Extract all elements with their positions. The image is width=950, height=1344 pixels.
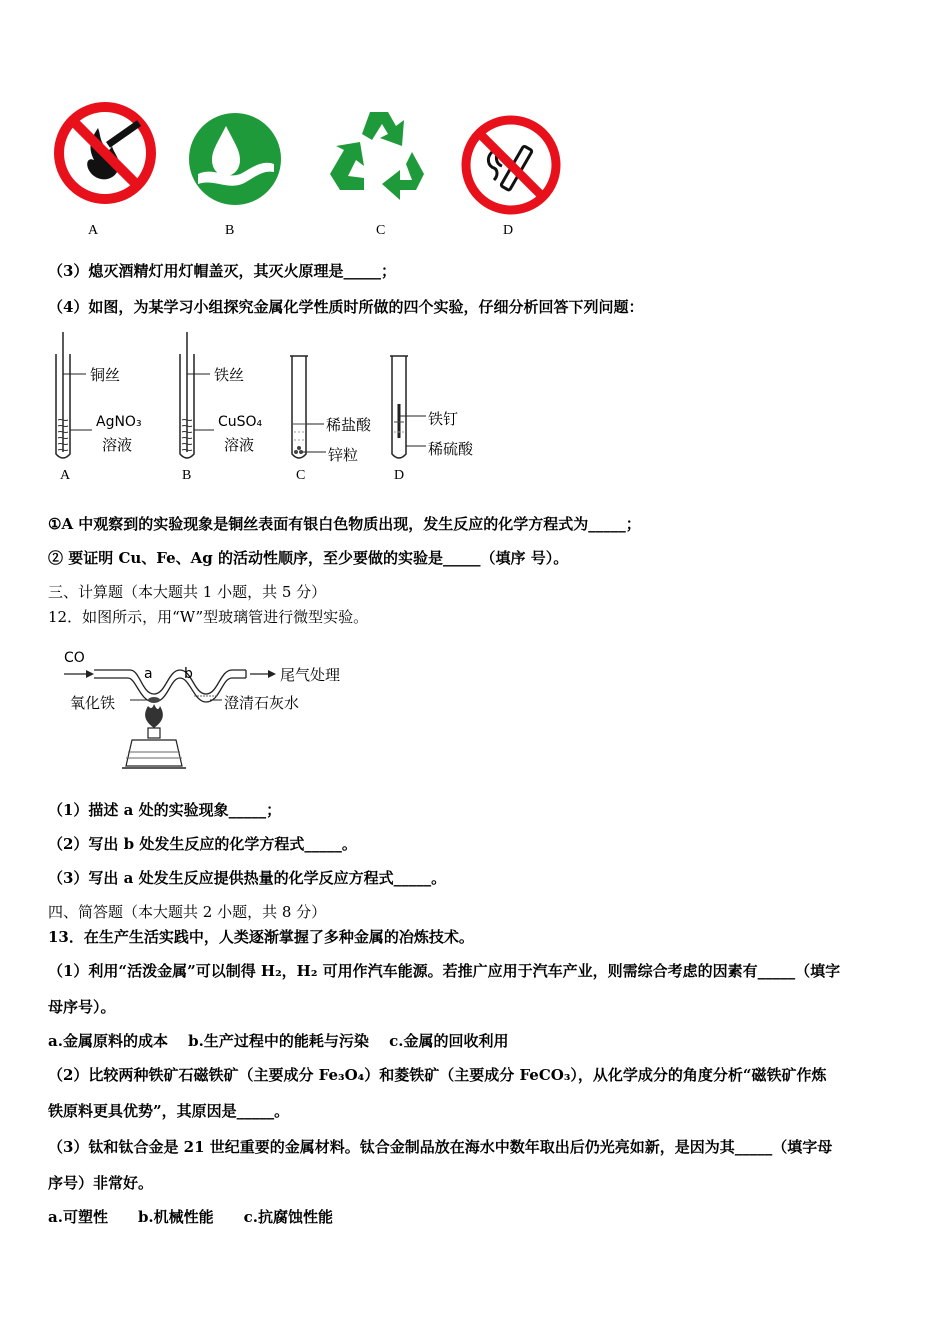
tube-d-bottom-label: 稀硫酸 [428, 440, 474, 458]
tube-label-c: C [296, 468, 306, 483]
tube-label-a: A [60, 468, 71, 483]
tube-b-top-label: 铁丝 [214, 366, 245, 384]
question-12-2-line: （2）写出 b 处发生反应的化学方程式_____。 [48, 835, 357, 853]
question-4-line: （4）如图，为某学习小组探究金属化学性质时所做的四个实验，仔细分析回答下列问题： [48, 298, 644, 316]
tube-b [180, 332, 214, 458]
question-13-3-line-b: 序号）非常好。 [48, 1174, 154, 1192]
water-drop-icon [188, 112, 282, 206]
tube-label-d: D [394, 468, 405, 483]
w-tube-diagram [62, 648, 362, 778]
no-smoking-icon [458, 112, 564, 218]
no-fire-sign [50, 98, 160, 208]
point-b-label: b [184, 666, 193, 682]
tube-c [290, 356, 326, 458]
question-13-1-options: a.金属原料的成本 b.生产过程中的能耗与污染 c.金属的回收利用 [48, 1032, 509, 1050]
sign-label-b: B [225, 223, 235, 238]
section-4-heading: 四、简答题（本大题共 2 小题，共 8 分） [48, 903, 327, 921]
test-tube-diagram [48, 328, 508, 488]
tube-a-solution-label: AgNO₃ [96, 414, 142, 430]
recycle-sign [326, 108, 432, 204]
tube-a-top-label: 铜丝 [90, 366, 121, 384]
question-13-line: 13．在生产生活实践中，人类逐渐掌握了多种金属的冶炼技术。 [48, 928, 474, 946]
question-12-1-line: （1）描述 a 处的实验现象_____； [48, 801, 282, 819]
question-12-3-line: （3）写出 a 处发生反应提供热量的化学反应方程式_____。 [48, 869, 447, 887]
limewater-label: 澄清石灰水 [224, 694, 300, 712]
iron-oxide-label: 氧化铁 [70, 694, 116, 712]
tube-d-top-label: 铁钉 [428, 410, 459, 428]
sign-label-c: C [376, 223, 386, 238]
tube-label-b: B [182, 468, 192, 483]
question-4-2-line: ② 要证明 Cu、Fe、Ag 的活动性顺序，至少要做的实验是_____（填序 号）。 [48, 549, 569, 567]
question-13-3-line-a: （3）钛和钛合金是 21 世纪重要的金属材料。钛合金制品放在海水中数年取出后仍光亮如新，是因为其_____（填字母 [48, 1138, 833, 1156]
question-13-2-line-a: （2）比较两种铁矿石磁铁矿（主要成分 Fe₃O₄）和菱铁矿（主要成分 FeCO₃），从化学成分的角度分析“磁铁矿作炼 [48, 1066, 827, 1084]
tube-a-solution-label-2: 溶液 [102, 436, 133, 454]
section-3-heading: 三、计算题（本大题共 1 小题，共 5 分） [48, 583, 327, 601]
question-13-1-line-b: 母序号）。 [48, 998, 116, 1016]
question-13-3-options: a.可塑性 b.机械性能 c.抗腐蚀性能 [48, 1208, 334, 1226]
question-4-1-line: ①A 中观察到的实验现象是铜丝表面有银白色物质出现，发生反应的化学方程式为_____； [48, 515, 641, 533]
sign-label-d: D [503, 223, 514, 238]
tube-d [390, 356, 426, 458]
tube-b-solution-label: CuSO₄ [218, 414, 263, 430]
tube-c-top-label: 稀盐酸 [326, 416, 372, 434]
point-a-label: a [144, 666, 153, 682]
question-13-1-line-a: （1）利用“活泼金属”可以制得 H₂，H₂ 可用作汽车能源。若推广应用于汽车产业，则需综合考虑的因素有_____（填字 [48, 962, 841, 980]
no-smoking-sign [458, 112, 564, 218]
tube-b-solution-label-2: 溶液 [224, 436, 255, 454]
tube-a [56, 332, 92, 458]
sign-label-a: A [88, 223, 99, 238]
question-3-line: （3）熄灭酒精灯用灯帽盖灭，其灭火原理是_____； [48, 262, 396, 280]
no-open-flame-icon [50, 98, 160, 208]
question-12-line: 12．如图所示，用“W”型玻璃管进行微型实验。 [48, 608, 369, 626]
question-13-2-line-b: 铁原料更具优势”，其原因是_____。 [48, 1102, 290, 1120]
water-saving-sign [188, 112, 282, 206]
tube-c-bottom-label: 锌粒 [328, 446, 359, 464]
recycle-icon [326, 108, 432, 204]
exhaust-label: 尾气处理 [280, 666, 341, 684]
co-label: CO [64, 650, 85, 666]
